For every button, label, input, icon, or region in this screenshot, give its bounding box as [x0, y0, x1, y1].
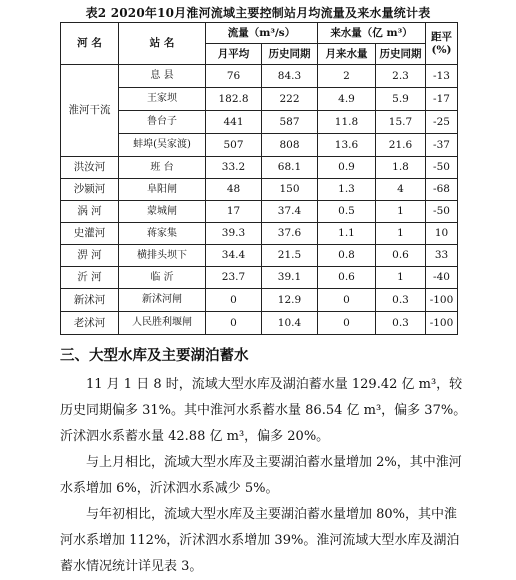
cell-volume-hist: 1	[376, 267, 426, 289]
cell-volume: 1.1	[318, 223, 376, 245]
cell-river: 沙颍河	[61, 179, 119, 201]
cell-deviation: -68	[426, 179, 458, 201]
cell-volume-hist: 1	[376, 223, 426, 245]
table-row	[61, 267, 458, 289]
cell-flow-hist: 37.6	[262, 223, 318, 245]
cell-deviation: -17	[426, 88, 458, 111]
cell-station: 息 县	[119, 65, 206, 88]
cell-deviation: 33	[426, 245, 458, 267]
table-caption: 表2 2020年10月淮河流域主要控制站月均流量及来水量统计表	[85, 6, 431, 20]
cell-flow: 34.4	[206, 245, 262, 267]
table-row	[61, 201, 458, 223]
table-row	[61, 157, 458, 179]
cell-flow: 182.8	[206, 88, 262, 111]
cell-volume-hist: 15.7	[376, 111, 426, 134]
cell-flow: 48	[206, 179, 262, 201]
cell-volume-hist: 0.3	[376, 289, 426, 312]
cell-flow: 39.3	[206, 223, 262, 245]
cell-river: 老沭河	[61, 312, 119, 335]
cell-volume-hist: 0.6	[376, 245, 426, 267]
cell-volume-hist: 5.9	[376, 88, 426, 111]
header-monthly-volume: 月来水量	[318, 44, 376, 65]
cell-volume-hist: 4	[376, 179, 426, 201]
cell-deviation: -100	[426, 289, 458, 312]
cell-station: 蒙城闸	[119, 201, 206, 223]
cell-flow-hist: 150	[262, 179, 318, 201]
cell-deviation: -50	[426, 157, 458, 179]
header-flow-hist: 历史同期	[262, 44, 318, 65]
cell-station: 临 沂	[119, 267, 206, 289]
cell-volume: 1.3	[318, 179, 376, 201]
statistics-table	[60, 22, 458, 335]
cell-volume: 2	[318, 65, 376, 88]
cell-flow-hist: 68.1	[262, 157, 318, 179]
cell-station: 王家坝	[119, 88, 206, 111]
cell-flow-hist: 587	[262, 111, 318, 134]
cell-volume: 0.9	[318, 157, 376, 179]
cell-deviation: -25	[426, 111, 458, 134]
cell-volume: 11.8	[318, 111, 376, 134]
cell-flow: 441	[206, 111, 262, 134]
cell-volume-hist: 1	[376, 201, 426, 223]
cell-deviation: -100	[426, 312, 458, 335]
header-flow-group: 流量（m³/s）	[206, 23, 318, 44]
header-volume-hist: 历史同期	[376, 44, 426, 65]
cell-volume: 0	[318, 289, 376, 312]
cell-station: 阜阳闸	[119, 179, 206, 201]
cell-deviation: 10	[426, 223, 458, 245]
cell-river: 淠 河	[61, 245, 119, 267]
cell-flow: 0	[206, 312, 262, 335]
cell-river: 沂 河	[61, 267, 119, 289]
cell-station: 新沭河闸	[119, 289, 206, 312]
section-title: 三、大型水库及主要湖泊蓄水	[60, 348, 249, 364]
cell-volume: 4.9	[318, 88, 376, 111]
header-deviation-label: 距平	[431, 31, 452, 44]
header-deviation	[426, 23, 458, 65]
header-river: 河 名	[61, 23, 119, 65]
cell-flow: 17	[206, 201, 262, 223]
table-row	[61, 312, 458, 335]
cell-flow: 33.2	[206, 157, 262, 179]
cell-flow: 507	[206, 134, 262, 157]
cell-volume: 0.8	[318, 245, 376, 267]
cell-flow-hist: 222	[262, 88, 318, 111]
header-volume-group: 来水量（亿 m³）	[318, 23, 426, 44]
table-row	[61, 88, 458, 111]
header-monthly-avg: 月平均	[206, 44, 262, 65]
cell-river: 涡 河	[61, 201, 119, 223]
table-row	[61, 245, 458, 267]
table-row	[61, 223, 458, 245]
cell-volume: 0.5	[318, 201, 376, 223]
cell-flow-hist: 37.4	[262, 201, 318, 223]
cell-flow-hist: 12.9	[262, 289, 318, 312]
cell-river: 淮河干流	[61, 65, 119, 157]
paragraph-2: 与上月相比，流域大型水库及主要湖泊蓄水量增加 2%，其中淮河水系增加 6%，沂沭泗水系减少 5%。	[60, 455, 462, 496]
cell-volume: 0	[318, 312, 376, 335]
cell-volume-hist: 0.3	[376, 312, 426, 335]
cell-deviation: -50	[426, 201, 458, 223]
cell-flow-hist: 84.3	[262, 65, 318, 88]
cell-volume: 0.6	[318, 267, 376, 289]
cell-flow: 0	[206, 289, 262, 312]
cell-deviation: -13	[426, 65, 458, 88]
table-row	[61, 65, 458, 88]
cell-station: 鲁台子	[119, 111, 206, 134]
cell-volume-hist: 21.6	[376, 134, 426, 157]
table-row	[61, 111, 458, 134]
cell-station: 蚌埠(吴家渡)	[119, 134, 206, 157]
cell-river: 洪汝河	[61, 157, 119, 179]
cell-volume: 13.6	[318, 134, 376, 157]
table-row	[61, 289, 458, 312]
cell-flow-hist: 39.1	[262, 267, 318, 289]
cell-station: 人民胜利堰闸	[119, 312, 206, 335]
cell-deviation: -40	[426, 267, 458, 289]
table-row	[61, 179, 458, 201]
cell-flow-hist: 808	[262, 134, 318, 157]
header-deviation-unit: (%)	[431, 43, 452, 56]
cell-flow: 76	[206, 65, 262, 88]
cell-flow-hist: 10.4	[262, 312, 318, 335]
table-row	[61, 134, 458, 157]
paragraph-3: 与年初相比，流域大型水库及主要湖泊蓄水量增加 80%，其中淮河水系增加 112%，沂沭泗水系增加 39%。淮河流域大型水库及湖泊蓄水情况统计详见表 3。	[60, 507, 460, 574]
cell-flow: 23.7	[206, 267, 262, 289]
cell-river: 史灌河	[61, 223, 119, 245]
cell-volume-hist: 2.3	[376, 65, 426, 88]
cell-deviation: -37	[426, 134, 458, 157]
paragraph-1: 11 月 1 日 8 时，流域大型水库及湖泊蓄水量 129.42 亿 m³，较历史同期偏多 31%。其中淮河水系蓄水量 86.54 亿 m³，偏多 37%。沂沭泗水系蓄水量 42.88 亿 m³，偏多 20%。	[60, 377, 467, 444]
cell-station: 蒋家集	[119, 223, 206, 245]
header-station: 站 名	[119, 23, 206, 65]
cell-station: 横排头坝下	[119, 245, 206, 267]
cell-volume-hist: 1.8	[376, 157, 426, 179]
cell-station: 班 台	[119, 157, 206, 179]
cell-river: 新沭河	[61, 289, 119, 312]
cell-flow-hist: 21.5	[262, 245, 318, 267]
